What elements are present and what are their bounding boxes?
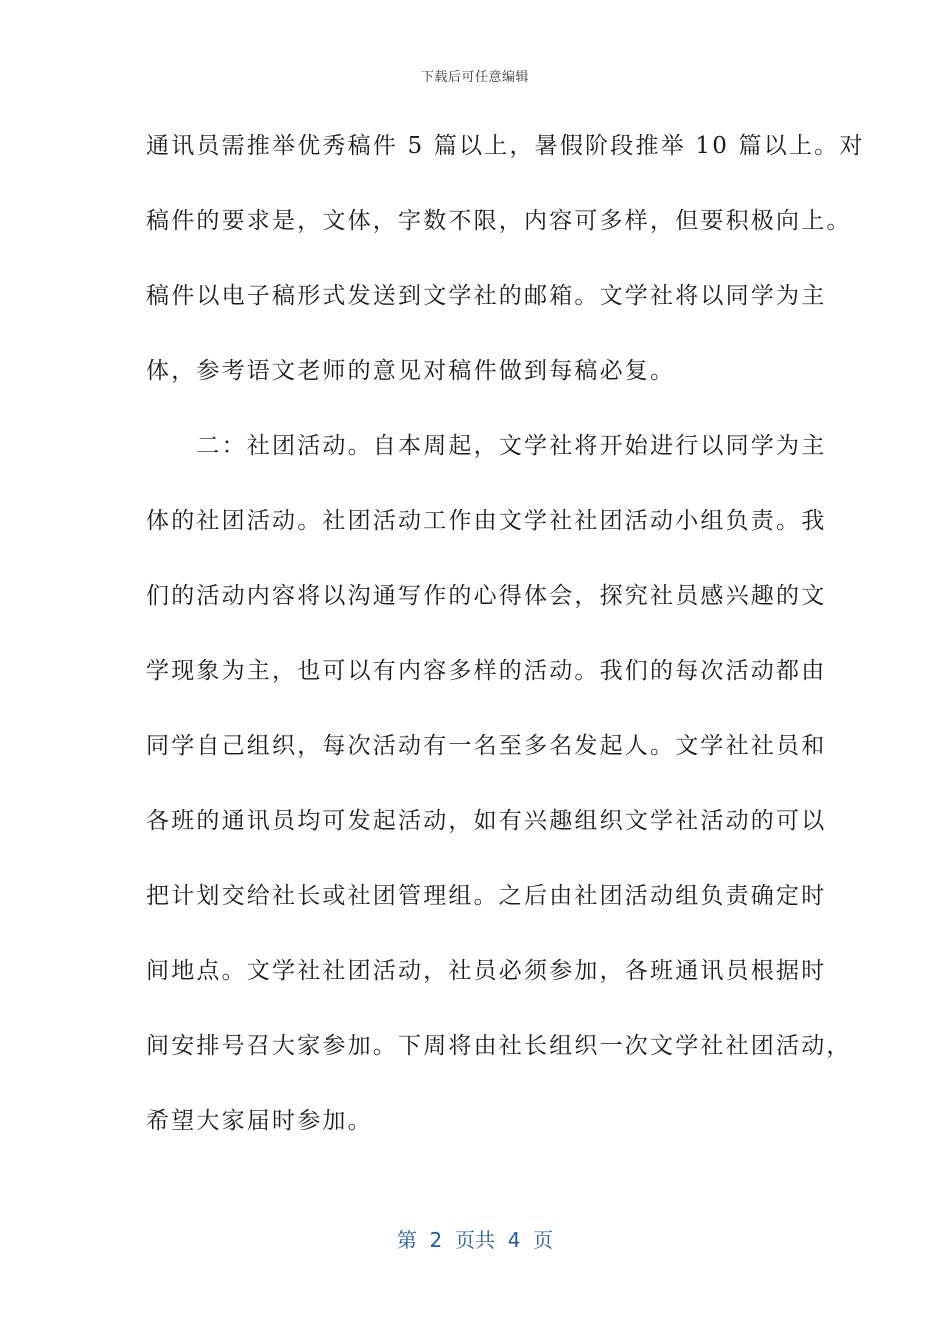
text-line: 各班的通讯员均可发起活动，如有兴趣组织文学社活动的可以 (146, 808, 827, 834)
text-line: 稿件的要求是，文体，字数不限，内容可多样，但要积极向上。 (146, 208, 852, 234)
text-line: 通讯员需推举优秀稿件 5 篇以上，暑假阶段推举 10 篇以上。对 (146, 133, 865, 159)
text-line: 体的社团活动。社团活动工作由文学社社团活动小组负责。我 (146, 508, 827, 534)
text-line: 希望大家届时参加。 (146, 1108, 373, 1134)
paragraph-start-line: 二：社团活动。自本周起，文学社将开始进行以同学为主 (146, 433, 827, 459)
text-line: 间地点。文学社社团活动，社员必须参加，各班通讯员根据时 (146, 958, 827, 984)
text-line: 同学自己组织，每次活动有一名至多名发起人。文学社社员和 (146, 733, 827, 759)
text-line: 学现象为主，也可以有内容多样的活动。我们的每次活动都由 (146, 658, 827, 684)
footer-prefix: 第 (396, 1228, 417, 1252)
footer-middle: 页共 (455, 1228, 495, 1252)
text-line: 们的活动内容将以沟通写作的心得体会，探究社员感兴趣的文 (146, 583, 827, 609)
text-line: 体，参考语文老师的意见对稿件做到每稿必复。 (146, 358, 676, 384)
current-page-number: 2 (429, 1228, 443, 1252)
document-body (146, 121, 865, 1171)
header-note: 下载后可任意编辑 (420, 70, 529, 85)
page-footer (0, 1224, 950, 1253)
text-line: 稿件以电子稿形式发送到文学社的邮箱。文学社将以同学为主 (146, 283, 827, 309)
text-line: 间安排号召大家参加。下周将由社长组织一次文学社社团活动， (146, 1033, 852, 1059)
total-page-number: 4 (507, 1228, 521, 1252)
footer-suffix: 页 (533, 1228, 554, 1252)
text-line: 把计划交给社长或社团管理组。之后由社团活动组负责确定时 (146, 883, 827, 909)
